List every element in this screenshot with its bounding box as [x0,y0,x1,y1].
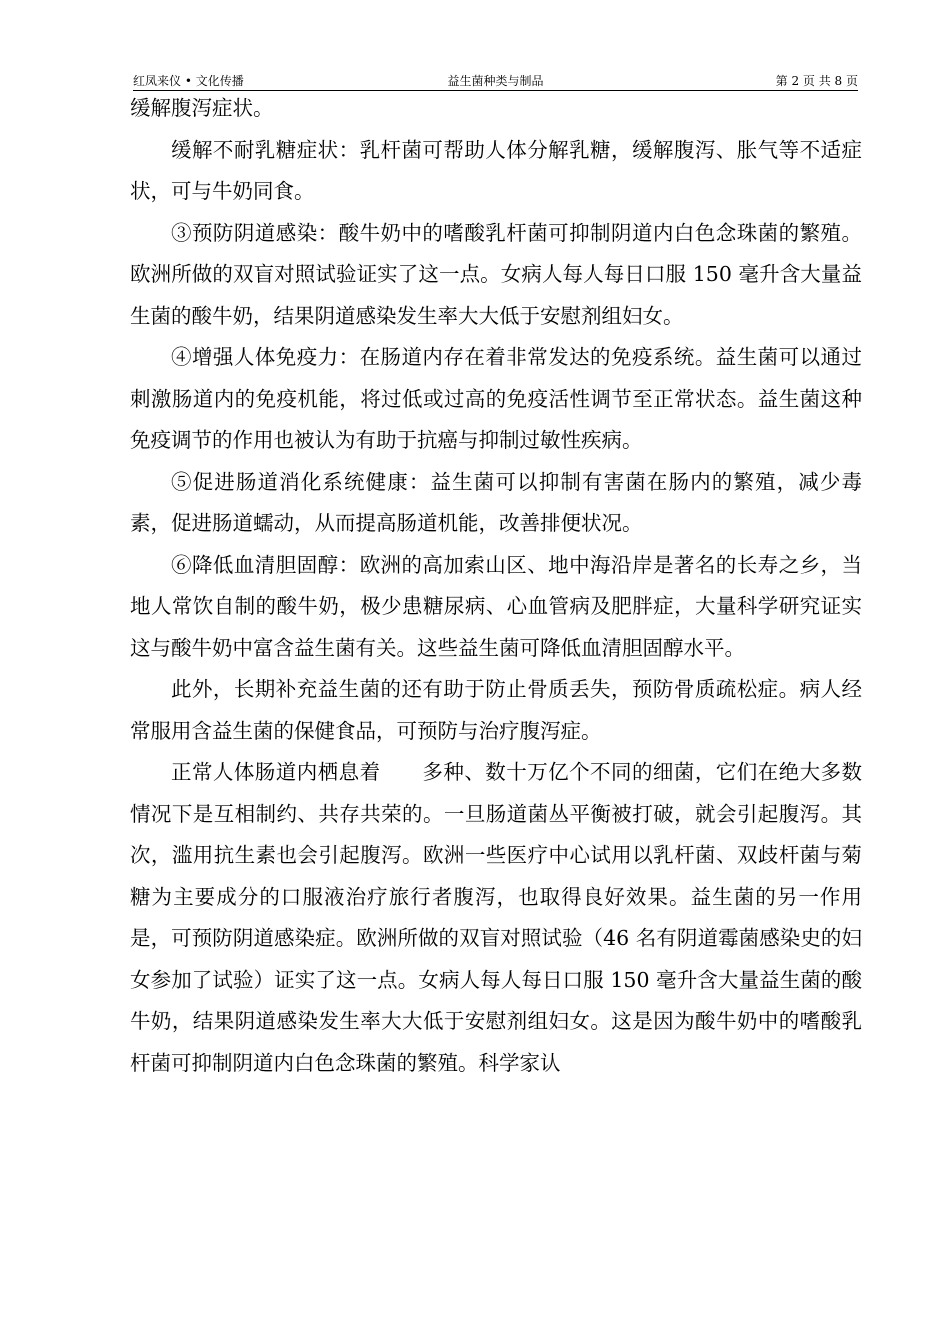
paragraph: 缓解不耐乳糖症状：乳杆菌可帮助人体分解乳糖，缓解腹泻、胀气等不适症状，可与牛奶同食。 [130,137,862,203]
paragraph: 正常人体肠道内栖息着 多种、数十万亿个不同的细菌，它们在绝大多数情况下是互相制约、共存共荣的。一旦肠道菌丛平衡被打破，就会引起腹泻。其次，滥用抗生素也会引起腹泻。欧洲一些医疗中心试用以乳杆菌、双歧杆菌与菊糖为主要成分的口服液治疗旅行者腹泻，也取得良好效果。益生菌的另一作用是，可预防阴道感染症。欧洲所做的双盲对照试验（46 名有阴道霉菌感染史的妇女参加了试验）证实了这一点。女病人每人每日口服 150 毫升含大量益生菌的酸牛奶，结果阴道感染发生率大大低于安慰剂组妇女。这是因为酸牛奶中的嗜酸乳杆菌可抑制阴道内白色念珠菌的繁殖。科学家认 [130,760,862,1075]
paragraph: ⑤促进肠道消化系统健康：益生菌可以抑制有害菌在肠内的繁殖，减少毒素，促进肠道蠕动，从而提高肠道机能，改善排便状况。 [130,469,862,535]
paragraph: 缓解腹泻症状。 [130,96,274,120]
paragraph: ④增强人体免疫力：在肠道内存在着非常发达的免疫系统。益生菌可以通过刺激肠道内的免疫机能，将过低或过高的免疫活性调节至正常状态。益生菌这种免疫调节的作用也被认为有助于抗癌与抑制过敏性疾病。 [130,345,862,452]
paragraph: ③预防阴道感染：酸牛奶中的嗜酸乳杆菌可抑制阴道内白色念珠菌的繁殖。欧洲所做的双盲对照试验证实了这一点。女病人每人每日口服 150 毫升含大量益生菌的酸牛奶，结果阴道感染发生率大大低于安慰剂组妇女。 [130,220,862,328]
paragraph: 此外，长期补充益生菌的还有助于防止骨质丢失，预防骨质疏松症。病人经常服用含益生菌的保健食品，可预防与治疗腹泻症。 [130,677,862,743]
header-left: 红凤来仪 • 文化传播 [133,74,244,88]
header-page-number: 第 2 页 共 8 页 [775,74,858,88]
document-body [130,88,862,1084]
paragraph: ⑥降低血清胆固醇：欧洲的高加索山区、地中海沿岸是著名的长寿之乡，当地人常饮自制的酸牛奶，极少患糖尿病、心血管病及肥胖症，大量科学研究证实这与酸牛奶中富含益生菌有关。这些益生菌可降低血清胆固醇水平。 [130,552,862,660]
header-title: 益生菌种类与制品 [447,74,544,88]
